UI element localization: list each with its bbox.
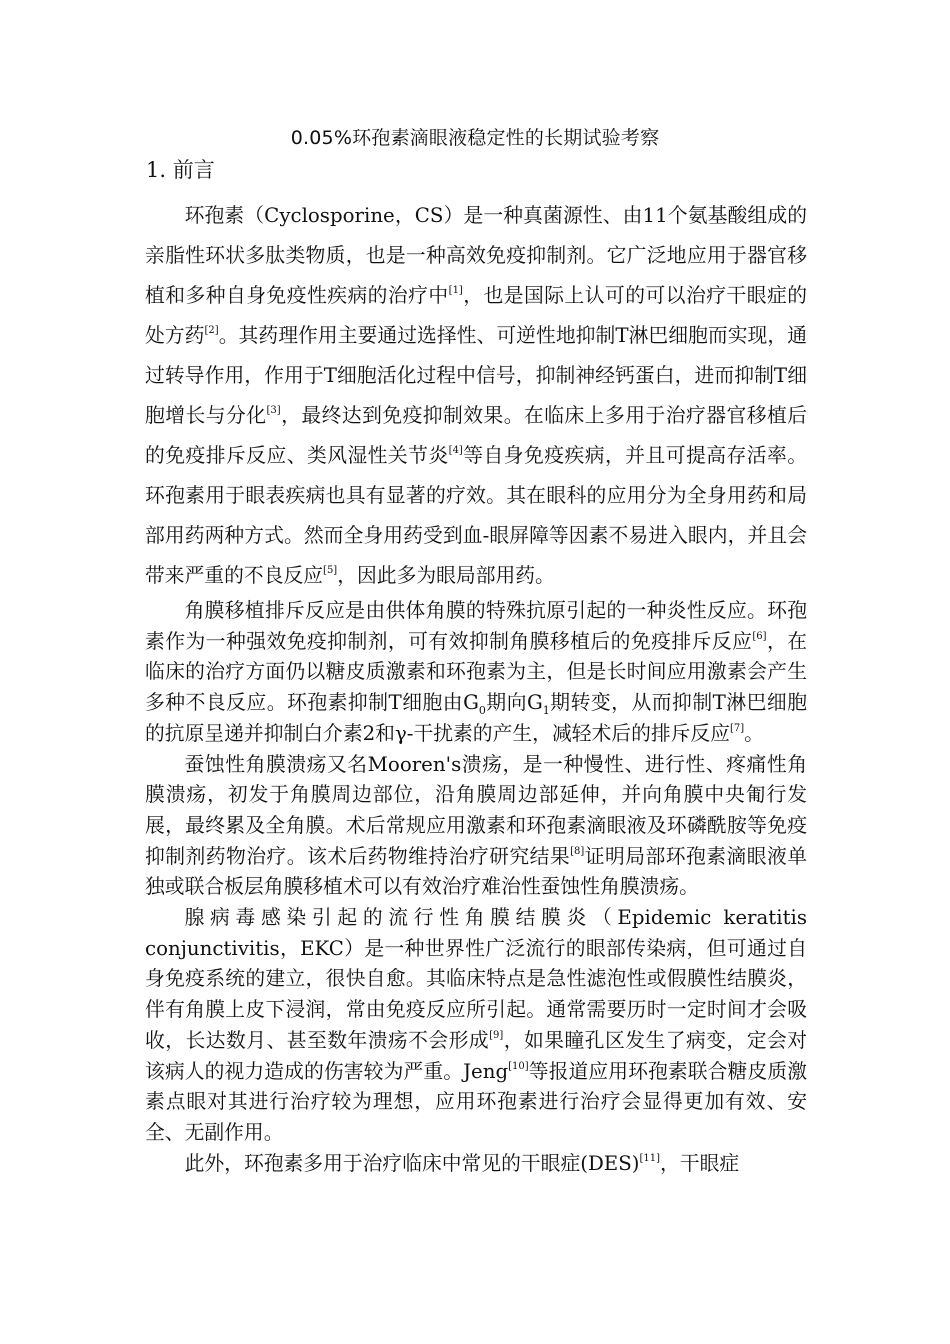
paragraph-5: 此外，环孢素多用于治疗临床中常见的干眼症(DES)[11]，干眼症 — [184, 1151, 740, 1175]
paragraph-3: 蚕蚀性角膜溃疡又名Mooren's溃疡，是一种慢性、进行性、疼痛性角膜溃疡，初发于角膜周边部位，沿角膜周边部延伸，并向角膜中央匍行发展，最终累及全角膜。术后常规应用激素和环孢素滴眼液及环磷酰胺等免疫抑制剂药物治疗。该术后药物维持治疗研究结果[8]证明局部环孢素滴眼液单独或联合板层角膜移植术可以有效治疗难治性蚕蚀性角膜溃疡。 — [145, 752, 807, 899]
document-title: 0.05%环孢素滴眼液稳定性的长期试验考察 — [290, 127, 660, 149]
paragraph-1: 环孢素（Cyclosporine，CS）是一种真菌源性、由11个氨基酸组成的亲脂性环状多肽类物质，也是一种高效免疫抑制剂。它广泛地应用于器官移植和多种自身免疫性疾病的治疗中[1]，也是国际上认可的可以治疗干眼症的处方药[2]。其药理作用主要通过选择性、可逆性地抑制T淋巴细胞而实现，通过转导作用，作用于T细胞活化过程中信号，抑制神经钙蛋白，进而抑制T细胞增长与分化[3]，最终达到免疫抑制效果。在临床上多用于治疗器官移植后的免疫排斥反应、类风湿性关节炎[4]等自身免疫疾病，并且可提高存活率。环孢素用于眼表疾病也具有显著的疗效。其在眼科的应用分为全身用药和局部用药两种方式。然而全身用药受到血-眼屏障等因素不易进入眼内，并且会带来严重的不良反应[5]，因此多为眼局部用药。 — [145, 204, 807, 587]
section-heading: 1. 前言 — [146, 158, 215, 182]
document-body — [145, 196, 807, 1179]
paragraph-2: 角膜移植排斥反应是由供体角膜的特殊抗原引起的一种炎性反应。环孢素作为一种强效免疫抑制剂，可有效抑制角膜移植后的免疫排斥反应[6]，在临床的治疗方面仍以糖皮质激素和环孢素为主，但是长时间应用激素会产生多种不良反应。环孢素抑制T细胞由$G_0$期向$G_1$期转变，从而抑制T淋巴细胞的抗原呈递并抑制白介素2和γ-干扰素的产生，减轻术后的排斥反应[7]。 — [145, 599, 808, 745]
paragraph-4: 腺病毒感染引起的流行性角膜结膜炎（Epidemic keratitis conjunctivitis，EKC）是一种世界性广泛流行的眼部传染病，但可通过自身免疫系统的建立，很快自愈。其临床特点是急性滤泡性或假膜性结膜炎，伴有角膜上皮下浸润，常由免疫反应所引起。通常需要历时一定时间才会吸收，长达数月、甚至数年溃疡不会形成[9]，如果瞳孔区发生了病变，定会对该病人的视力造成的伤害较为严重。Jeng[10]等报道应用环孢素联合糖皮质激素点眼对其进行治疗较为理想，应用环孢素进行治疗会显得更加有效、安全、无副作用。 — [145, 906, 807, 1144]
